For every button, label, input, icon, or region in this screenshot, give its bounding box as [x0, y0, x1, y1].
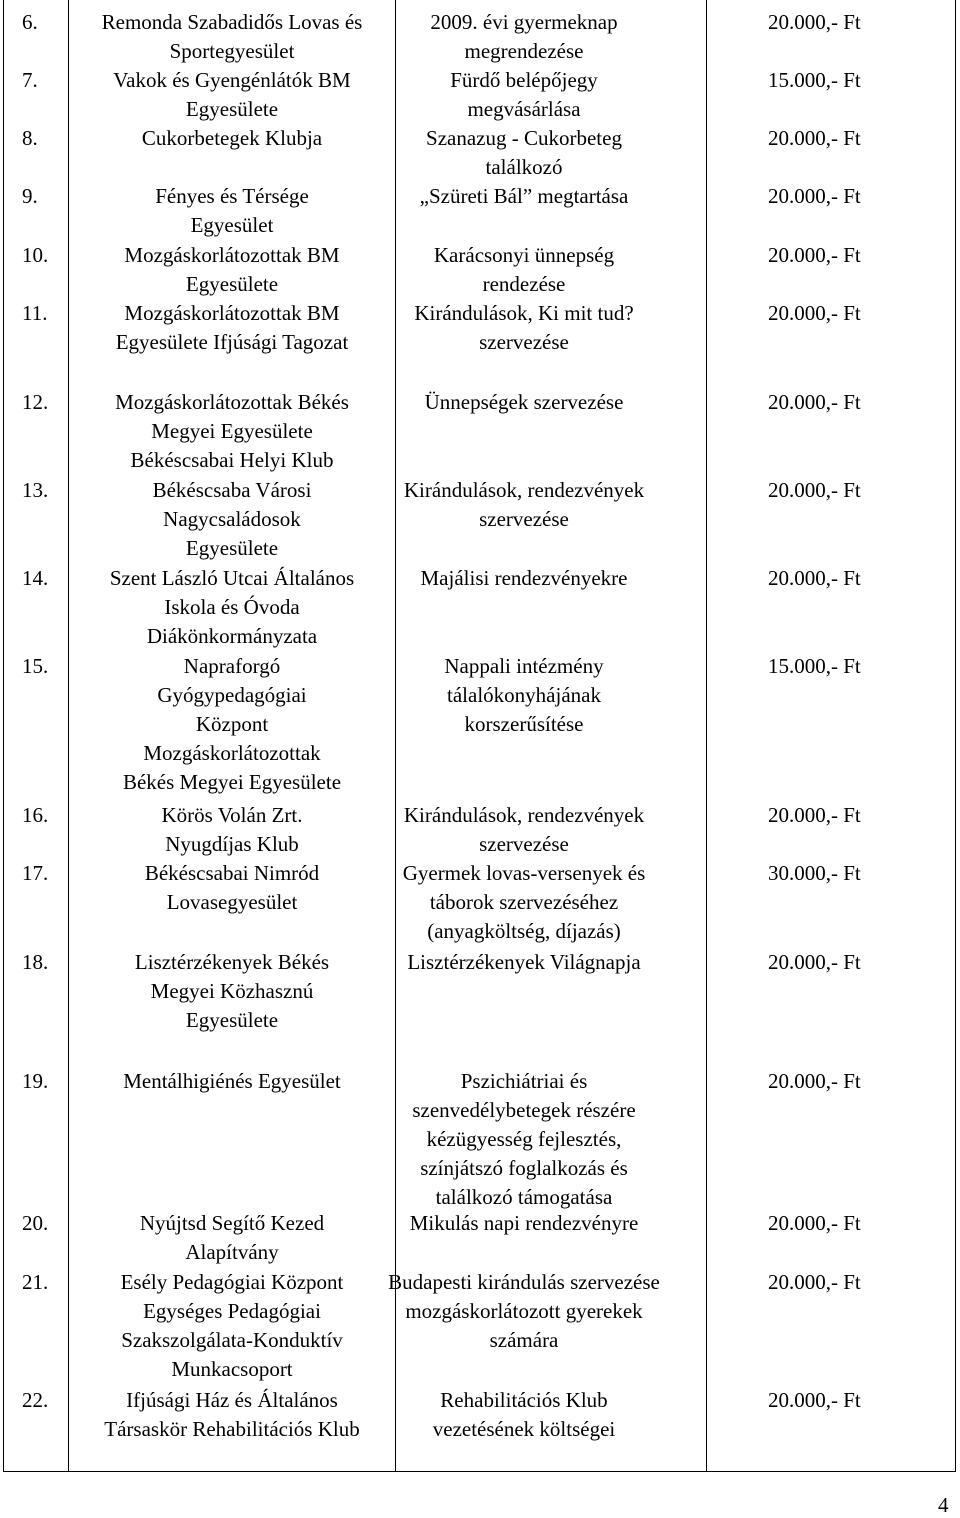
- column-divider: [68, 0, 69, 1471]
- grant-amount: 20.000,- Ft: [768, 390, 861, 414]
- organization-name: Cukorbetegek Klubja: [141, 126, 323, 150]
- organization-name: Nyújtsd Segítő Kezed Alapítvány: [139, 1211, 325, 1264]
- grant-amount: 15.000,- Ft: [768, 654, 861, 678]
- row-number: 11.: [22, 301, 48, 325]
- organization-name: Mozgáskorlátozottak Békés Megyei Egyesülete Békéscsabai Helyi Klub: [115, 390, 349, 472]
- column-divider: [395, 0, 396, 1471]
- organization-name: Mentálhigiénés Egyesület: [123, 1069, 341, 1093]
- purpose-description: Fürdő belépőjegy megvásárlása: [450, 68, 598, 121]
- grant-amount: 15.000,- Ft: [768, 68, 861, 92]
- row-number: 14.: [22, 566, 49, 590]
- grant-amount: 20.000,- Ft: [768, 126, 861, 150]
- purpose-description: Kirándulások, Ki mit tud? szervezése: [414, 301, 634, 354]
- organization-name: Békéscsaba Városi Nagycsaládosok Egyesülete: [152, 478, 312, 560]
- row-number: 9.: [22, 184, 38, 208]
- grant-amount: 20.000,- Ft: [768, 184, 861, 208]
- grant-amount: 20.000,- Ft: [768, 950, 861, 974]
- purpose-description: Ünnepségek szervezése: [424, 390, 624, 414]
- organization-name: Esély Pedagógiai Központ Egységes Pedagógiai Szakszolgálata-Konduktív Munkacsoport: [120, 1270, 344, 1381]
- row-number: 20.: [22, 1211, 49, 1235]
- purpose-description: Karácsonyi ünnepség rendezése: [433, 243, 615, 296]
- row-number: 21.: [22, 1270, 49, 1294]
- organization-name: Mozgáskorlátozottak BM Egyesülete: [124, 243, 340, 296]
- purpose-description: „Szüreti Bál” megtartása: [419, 184, 629, 208]
- grant-amount: 20.000,- Ft: [768, 566, 861, 590]
- grant-amount: 20.000,- Ft: [768, 243, 861, 267]
- purpose-description: 2009. évi gyermeknap megrendezése: [430, 10, 618, 63]
- grant-amount: 20.000,- Ft: [768, 478, 861, 502]
- page-number: 4: [938, 1493, 949, 1517]
- row-number: 13.: [22, 478, 49, 502]
- purpose-description: Kirándulások, rendezvények szervezése: [403, 803, 645, 856]
- row-number: 6.: [22, 10, 38, 34]
- row-number: 15.: [22, 654, 49, 678]
- grant-amount: 20.000,- Ft: [768, 1270, 861, 1294]
- organization-name: Lisztérzékenyek Békés Megyei Közhasznú Egyesülete: [134, 950, 330, 1032]
- row-number: 19.: [22, 1069, 49, 1093]
- organization-name: Szent László Utcai Általános Iskola és Óvoda Diákönkormányzata: [109, 566, 355, 648]
- organization-name: Remonda Szabadidős Lovas és Sportegyesület: [101, 10, 363, 63]
- row-number: 10.: [22, 243, 49, 267]
- purpose-description: Budapesti kirándulás szervezése mozgáskorlátozott gyerekek számára: [388, 1270, 660, 1352]
- purpose-description: Gyermek lovas-versenyek és táborok szervezéséhez (anyagköltség, díjazás): [402, 861, 646, 943]
- organization-name: Ifjúsági Ház és Általános Társaskör Rehabilitációs Klub: [104, 1388, 360, 1441]
- grant-amount: 20.000,- Ft: [768, 10, 861, 34]
- organization-name: Fényes és Térsége Egyesület: [155, 184, 309, 237]
- organization-name: Vakok és Gyengénlátók BM Egyesülete: [113, 68, 351, 121]
- purpose-description: Lisztérzékenyek Világnapja: [407, 950, 641, 974]
- grant-amount: 20.000,- Ft: [768, 301, 861, 325]
- row-number: 16.: [22, 803, 49, 827]
- purpose-description: Majálisi rendezvényekre: [420, 566, 628, 590]
- purpose-description: Kirándulások, rendezvények szervezése: [403, 478, 645, 531]
- column-divider: [706, 0, 707, 1471]
- row-number: 7.: [22, 68, 38, 92]
- organization-name: Körös Volán Zrt. Nyugdíjas Klub: [161, 803, 303, 856]
- grant-amount: 30.000,- Ft: [768, 861, 861, 885]
- purpose-description: Szanazug - Cukorbeteg találkozó: [426, 126, 622, 179]
- purpose-description: Rehabilitációs Klub vezetésének költségei: [432, 1388, 616, 1441]
- row-number: 17.: [22, 861, 49, 885]
- row-number: 12.: [22, 390, 49, 414]
- grant-amount: 20.000,- Ft: [768, 1388, 861, 1412]
- row-number: 8.: [22, 126, 38, 150]
- grant-amount: 20.000,- Ft: [768, 803, 861, 827]
- grant-amount: 20.000,- Ft: [768, 1069, 861, 1093]
- purpose-description: Pszichiátriai és szenvedélybetegek részére kézügyesség fejlesztés, színjátszó foglalkozás és találkozó támogatása: [412, 1069, 636, 1209]
- row-number: 18.: [22, 950, 49, 974]
- purpose-description: Mikulás napi rendezvényre: [409, 1211, 639, 1235]
- purpose-description: Nappali intézmény tálalókonyhájának korszerűsítése: [444, 654, 604, 736]
- organization-name: Mozgáskorlátozottak BM Egyesülete Ifjúsági Tagozat: [115, 301, 349, 354]
- organization-name: Békéscsabai Nimród Lovasegyesület: [144, 861, 320, 914]
- grant-amount: 20.000,- Ft: [768, 1211, 861, 1235]
- row-number: 22.: [22, 1388, 49, 1412]
- organization-name: Napraforgó Gyógypedagógiai Központ Mozgáskorlátozottak Békés Megyei Egyesülete: [122, 654, 342, 794]
